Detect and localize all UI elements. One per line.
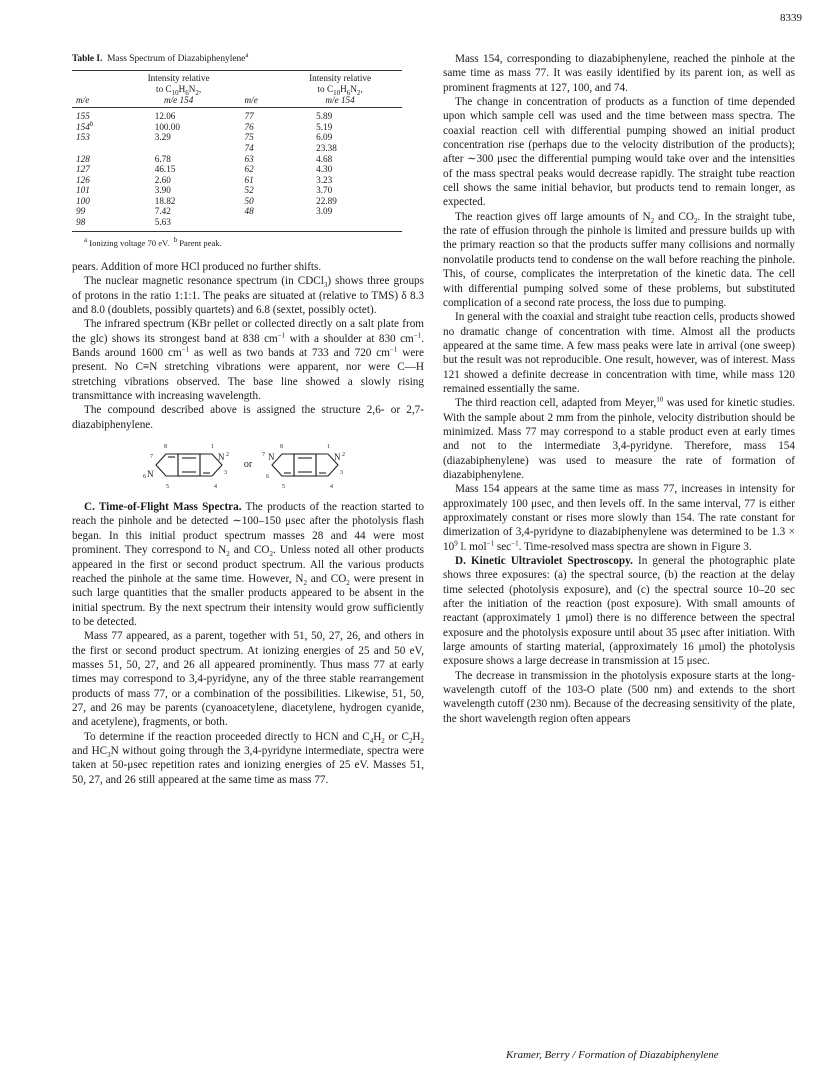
cell-int1: 6.78	[154, 153, 171, 164]
locant-5: 5	[282, 484, 286, 491]
cell-int1: 3.90	[154, 185, 171, 196]
table-row	[72, 196, 402, 207]
cell-me1: 153	[76, 132, 90, 143]
cell-me2: 77	[244, 111, 254, 122]
footnote-a: Ionizing voltage 70 eV.	[89, 237, 170, 248]
table-row	[72, 206, 402, 217]
structure-2-7	[258, 436, 354, 494]
paragraph: The decrease in transmission in the photolysis exposure starts at the long-wavelength cutoff of the 103-O plate (500 nm) and extends to the short wavelength cutoff (230 nm). Because of the decreasing sensitivity of the plate, the short wavelength region often appears	[443, 669, 795, 725]
th-int-l2a: to C	[156, 83, 172, 94]
bond-ring-center	[294, 454, 316, 476]
th-int-sub2: 6	[185, 88, 189, 97]
th2-int-sub2: 6	[346, 88, 351, 97]
cell-me1: 101	[76, 185, 90, 196]
cell-int1: 5.63	[117, 217, 241, 231]
cell-int2: 23.38	[316, 142, 337, 153]
locant-2: 2	[342, 452, 346, 459]
th-int-mid: H	[178, 83, 186, 94]
nitrogen-atom: N	[334, 452, 341, 463]
table-row	[72, 164, 402, 175]
left-column	[72, 52, 424, 787]
cell-int2: 3.09	[316, 206, 333, 217]
th2-int-l2a: to C	[317, 83, 334, 94]
paragraph: pears. Addition of more HCl produced no further shifts.	[72, 261, 322, 273]
paragraph: Mass 77 appeared, as a parent, together with 51, 50, 27, 26, and others in the first or second product spectrum. At ionizing energies of 25 and 50 eV, masses 51, 50, 27, and 26 all appeared prominently. Thus mass 77 at early times may correspond to 3,4-pyridyne, any of the three stable rearrangement products of mass 77, or a combination of the possibilities. Likewise, 51, 50, 27, and 26 may be parents (cyanoacetylene, diacetylene, hydrogen cyanide, and acetylene), fragments, or both.	[72, 630, 424, 729]
cell-me2: 75	[244, 132, 254, 143]
cell-me1: 126	[76, 174, 90, 185]
right-column	[443, 52, 795, 726]
th2-int-sub3: 2	[356, 88, 361, 97]
paragraph-section-c: C. Time-of-Flight Mass Spectra. The products of the reaction started to reach the pinhole and be detected ∼100–150 μsec after the photolysis flash began. In this initial product spectrum masses 28 and 44 were most prominent. They correspond to $N_2$ and $CO_2$. Unless noted all other products appeared in the first or second product spectrum. All the various products reached the pinhole at the same time. However, $N_2$ and $CO_2$ were present in such large quantities that the smaller products appeared to be absent in the initial spectrum. By the next spectrum their intensity would grow sufficiently to be detected.	[72, 501, 424, 628]
locant-3: 3	[223, 470, 227, 477]
structure-2-6	[142, 436, 238, 494]
cell-int2: 3.23	[316, 174, 333, 185]
paragraph-ir: The infrared spectrum (KBr pellet or collected directly on a salt plate from the glc) shows its strongest band at 838 $cm^{-1}$ with a shoulder at 830 $cm^{-1}$. Bands around 1600 $cm^{-1}$ as well as two bands at 733 and 720 $cm^{-1}$ were present. No C≡N stretching vibrations were apparent, nor were C—H stretching vibrations observed. The base line showed a slowly rising transmittance with increasing wavelength.	[72, 318, 424, 403]
structure-or: or	[243, 458, 253, 470]
cell-int2: 4.30	[316, 164, 333, 175]
th2-int-l3: m/e 154	[325, 94, 355, 105]
nitrogen-atom: N	[268, 452, 275, 463]
cell-me1: 128	[76, 153, 90, 164]
footnote-b: Parent peak.	[179, 237, 222, 248]
bond-ring-center	[178, 454, 200, 476]
cell-int2: 4.68	[316, 153, 333, 164]
locant-3: 3	[340, 470, 344, 477]
cell-me1: 154$^b$	[76, 119, 94, 132]
locant-2: 2	[225, 452, 229, 459]
table-row	[72, 154, 402, 165]
th2-int-l1: Intensity relative	[309, 73, 372, 84]
table-header-me-2: m/e	[241, 71, 279, 108]
table-header-intensity-1	[117, 71, 241, 108]
cell-int2: 22.89	[316, 195, 337, 206]
cell-int2: 5.89	[316, 111, 333, 122]
th-int-sub3: 2	[195, 88, 199, 97]
cell-me2: 62	[244, 164, 254, 175]
cell-int1: 3.29	[154, 132, 171, 143]
section-d-heading: D. Kinetic Ultraviolet Spectroscopy.	[455, 555, 633, 568]
cell-int2: 5.19	[316, 121, 333, 132]
nitrogen-atom: N	[217, 452, 225, 463]
footnote-b-marker: b	[173, 235, 178, 244]
cell-int1	[117, 143, 241, 154]
th2-int-mid2: N	[350, 83, 357, 94]
table-row	[72, 132, 402, 143]
locant-7: 7	[149, 454, 153, 461]
paragraph-assignment: The compound described above is assigned the structure 2,6- or 2,7-diazabiphenylene.	[72, 404, 424, 431]
table-row	[72, 217, 402, 231]
cell-int2: 6.09	[316, 132, 333, 143]
footnote-a-marker: a	[84, 235, 88, 244]
cell-me1: 127	[76, 164, 90, 175]
cell-me2: 61	[244, 174, 254, 185]
locant-7: 7	[262, 452, 266, 459]
locant-4: 4	[213, 484, 217, 491]
table-row	[72, 108, 402, 122]
table-row	[72, 143, 402, 154]
locant-8: 8	[163, 444, 167, 451]
cell-me1: 100	[76, 195, 90, 206]
cell-me2: 52	[244, 185, 254, 196]
table-row	[72, 175, 402, 186]
locant-8: 8	[280, 444, 284, 451]
cell-me1: 99	[76, 206, 86, 217]
paragraph-section-d: D. Kinetic Ultraviolet Spectroscopy. In general the photographic plate shows three exposures: (a) the spectral source, (b) the reaction at the delay time selected (photolysis exposure), and (c) the spectral source 10–20 sec after the initiation of the reaction (post exposure). With small amounts of reactant (approximately 1 μmol) there is no difference between the spectral exposure and the photolysis exposure until about 35 μsec after initiation. With large amounts of starting material, (approximately 16 μmol) the photolysis exposure shows a large decrease in transmission at 15 μsec.	[443, 555, 795, 668]
paragraph: In general with the coaxial and straight tube reaction cells, products showed no dramatic change of concentration with time. Almost all the products appeared at the same time. A few mass peaks were late in arrival (one sweep) but the result was not reproducible. One result, however, was of interest. Mass 121 showed a definite decrease in concentration with time, while mass 120 remained essentially the same.	[443, 311, 795, 395]
cell-me2: 63	[244, 153, 254, 164]
cell-int1: 7.42	[154, 206, 171, 217]
cell-int2	[278, 217, 402, 231]
section-c-heading: C. Time-of-Flight Mass Spectra.	[84, 501, 242, 514]
locant-5: 5	[165, 484, 169, 491]
table-row	[72, 185, 402, 196]
cell-me2: 74	[244, 142, 254, 153]
cell-me2: 76	[244, 121, 254, 132]
cell-int1: 46.15	[154, 164, 176, 175]
cell-me2: 50	[244, 195, 254, 206]
cell-me1: 155	[76, 111, 90, 122]
th2-int-mid: H	[340, 83, 347, 94]
cell-int1: 100.00	[154, 121, 180, 132]
locant-4: 4	[330, 484, 334, 491]
cell-int2: 3.70	[316, 185, 333, 196]
locant-1: 1	[210, 444, 214, 451]
table-title-marker: a	[245, 50, 249, 59]
table-title	[72, 52, 424, 66]
running-footer: Kramer, Berry / Formation of Diazabiphenylene	[506, 1049, 719, 1061]
paragraph: Mass 154 appears at the same time as mass 77, increases in intensity for approximately 100 μsec, and then levels off. In the same interval, 77 is either approximately constant or rises more slowly than 154. The rate constant for dimerization of 3,4-pyridyne to diazabiphenylene was determined to be $1.3 \times 10^9$ l. mol$^{-1}$ $\sec^{-1}$. Time-resolved mass spectra are shown in Figure 3.	[443, 483, 795, 553]
th-int-sub1: 10	[171, 88, 179, 97]
locant-6: 6	[142, 474, 146, 481]
cell-int1: 12.06	[154, 111, 176, 122]
table-footnotes	[84, 236, 424, 250]
paragraph: To determine if the reaction proceeded directly to HCN and $C_4H_2$ or $C_2H_2$ and $HC_3N$ without going through the 3,4-pyridyne intermediate, spectra were taken at 50-μsec repetition rates and ionizing energies of 25 eV. Masses 51, 50, 27, and 26 still appeared at the same time as mass 77.	[72, 730, 424, 786]
th-int-end: ,	[198, 83, 202, 94]
table-label: Table I.	[72, 54, 103, 64]
cell-int1: 2.60	[154, 174, 171, 185]
table-header-me-1: m/e	[72, 71, 117, 108]
nitrogen-atom: N	[146, 469, 154, 480]
table-header-intensity-2	[278, 71, 402, 108]
cell-me1	[72, 143, 117, 154]
table-row	[72, 122, 402, 133]
th2-int-end: ,	[360, 83, 363, 94]
locant-1: 1	[327, 444, 331, 451]
paragraph: The reaction gives off large amounts of $N_2$ and $CO_2$. In the straight tube, the rate of effusion through the pinhole is limited and pressure builds up with the primary reaction so that the products suffer many collisions and normally nonvolatile products tend to condense on the wall before reaching the pinhole. This, of course, complicates the interpretation of the kinetic data. The cell with differential pumping solved some of these problems, but substituted complication of a second rate process, the loss due to pumping.	[443, 210, 795, 309]
paragraph-nmr: The nuclear magnetic resonance spectrum (in CDCl$_3$) shows three groups of protons in the ratio 1:1:1. The peaks are situated at (relative to TMS) δ 8.3 and 8.0 (doublets, possibly quartets) and 6.8 (sextet, possibly octet).	[72, 275, 424, 317]
cell-int1: 18.82	[154, 195, 176, 206]
cell-me1: 98	[72, 217, 117, 231]
paragraph: The third reaction cell, adapted from Meyer,$^{10}$ was used for kinetic studies. With the sample about 2 mm from the pinhole, velocity distribution should be minimized. Mass 77 may correspond to a stable product even at early times and not to the intermediate 3,4-pyridyne. Therefore, mass 154 (diazabiphenylene) was used to measure the rate of formation of diazabiphenylene.	[443, 395, 795, 481]
th-int-l1: Intensity relative	[147, 73, 210, 84]
reference-marker: 10	[656, 395, 664, 404]
cell-me2: 48	[244, 206, 254, 217]
page-number: 8339	[780, 12, 802, 24]
mass-spectrum-table	[72, 70, 402, 231]
paragraph: The change in concentration of products as a function of time depended upon which sample cell was used and the time between mass spectra. The coaxial reaction cell with differential pumping showed an initial product concentration rise (perhaps due to the velocity distribution of the products); after ∼300 μsec the differential pumping would take over and the intensities of the mass spectral peaks would decrease rapidly. The straight tube reaction cell shows the same initial behavior, but products tend to remain longer, as expected.	[443, 96, 795, 209]
th-int-l3: m/e 154	[163, 94, 194, 105]
th2-int-sub1: 10	[333, 88, 341, 97]
th-int-mid2: N	[188, 83, 196, 94]
cell-me2	[241, 217, 279, 231]
diazabiphenylene-structures	[72, 436, 424, 494]
table-title-text: Mass Spectrum of Diazabiphenylene	[107, 54, 246, 64]
paragraph: Mass 154, corresponding to diazabiphenylene, reached the pinhole at the same time as mass 77. It was easily identified by its parent ion, as well as prominent fragments at 127, 100, and 74.	[443, 53, 795, 94]
locant-6: 6	[266, 474, 270, 481]
